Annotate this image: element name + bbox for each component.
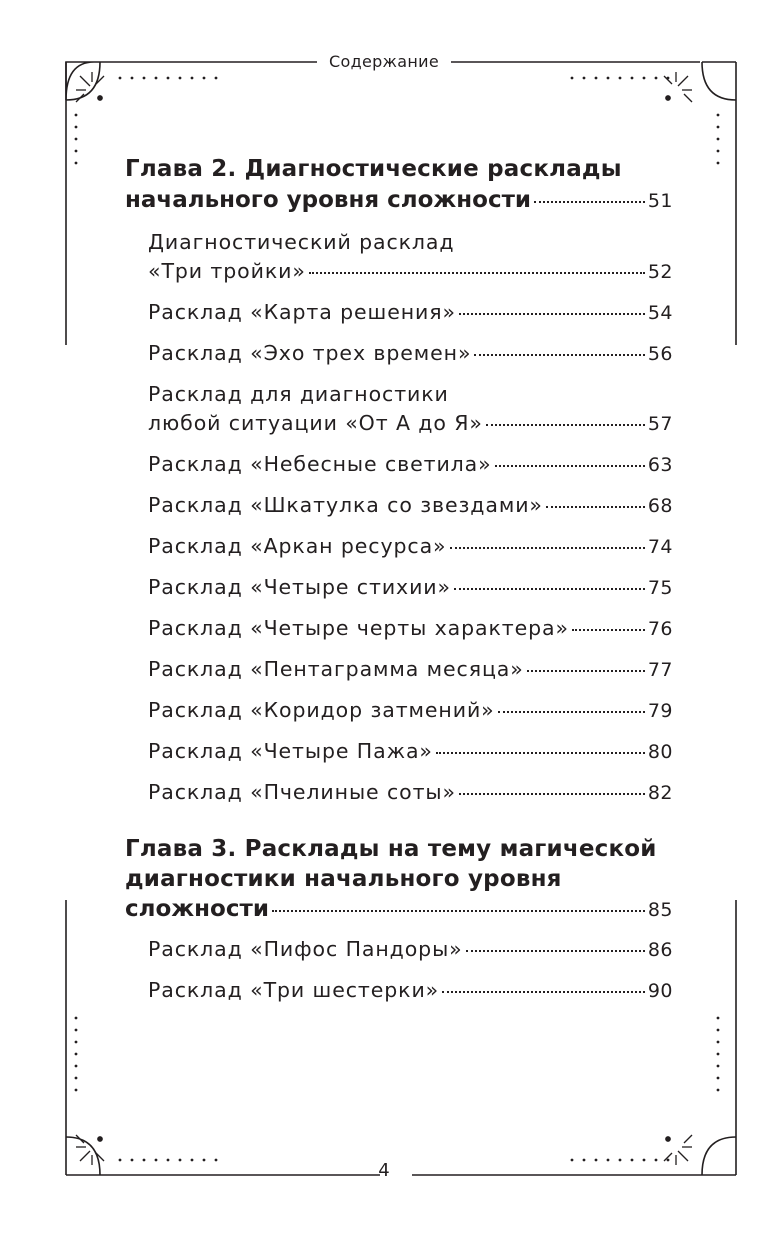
page-number: 63 [647, 454, 673, 476]
dot-row-top-right [571, 77, 670, 80]
dot-leader [486, 424, 645, 426]
dot-leader [454, 588, 645, 590]
entry-title: Расклад «Карта решения» [148, 300, 456, 324]
chapter-title-line: Глава 2. Диагностические расклады [125, 156, 622, 182]
sunburst-icon-top-right [664, 72, 692, 102]
entry-title: Расклад «Аркан ресурса» [148, 534, 447, 558]
entry-title: Расклад «Пчелиные соты» [148, 780, 456, 804]
toc-entry[interactable] [148, 780, 673, 804]
dot-col-right-bottom [717, 1017, 720, 1092]
dot-leader [459, 313, 645, 315]
sunburst-icon-top-left [76, 72, 104, 102]
page-number: 51 [647, 190, 673, 212]
page-number: 57 [647, 413, 673, 435]
entry-title: любой ситуации «От А до Я» [148, 411, 483, 435]
entry-title: Расклад «Пифос Пандоры» [148, 937, 463, 961]
page-number: 54 [647, 302, 673, 324]
toc-entry[interactable] [148, 575, 673, 599]
toc-entry[interactable] [148, 616, 673, 640]
page-number: 80 [647, 741, 673, 763]
dot-leader [534, 201, 645, 203]
entry-title: Расклад «Пентаграмма месяца» [148, 657, 524, 681]
dot-leader [527, 670, 645, 672]
toc-entry[interactable] [148, 534, 673, 558]
toc-entry[interactable] [148, 698, 673, 722]
chapter-title-line: диагностики начального уровня [125, 866, 562, 892]
page-number: 74 [647, 536, 673, 558]
page-number: 76 [647, 618, 673, 640]
chapter-title-line: начального уровня сложности [125, 187, 532, 213]
entry-title: Расклад «Эхо трех времен» [148, 341, 472, 365]
dot-leader [450, 547, 645, 549]
dot-leader [436, 752, 645, 754]
entry-text-line: Диагностический расклад [148, 230, 455, 254]
toc-entry[interactable] [148, 978, 673, 1002]
page-number: 68 [647, 495, 673, 517]
page-footer [0, 1160, 768, 1181]
page-number: 52 [647, 261, 673, 283]
dot-leader [309, 272, 645, 274]
page-number: 77 [647, 659, 673, 681]
dot-leader [442, 991, 645, 993]
page-number-label: 4 [378, 1160, 390, 1181]
dot-col-left-top [75, 114, 78, 165]
page-number: 79 [647, 700, 673, 722]
dot-leader [495, 465, 645, 467]
dot-col-right-top [717, 114, 720, 165]
entry-text-line: Расклад для диагностики [148, 382, 449, 406]
entry-title: Расклад «Шкатулка со звездами» [148, 493, 543, 517]
entry-title: Расклад «Коридор затмений» [148, 698, 495, 722]
dot-leader [546, 506, 645, 508]
toc-entry[interactable] [148, 937, 673, 961]
entry-title: Расклад «Небесные светила» [148, 452, 492, 476]
running-header [0, 52, 768, 71]
entry-title: Расклад «Три шестерки» [148, 978, 440, 1002]
page-number: 82 [647, 782, 673, 804]
toc-entry[interactable] [148, 259, 673, 283]
page-number: 75 [647, 577, 673, 599]
chapter-title-line: сложности [125, 896, 269, 922]
entry-title: «Три тройки» [148, 259, 306, 283]
chapter-row[interactable] [125, 896, 673, 922]
running-header-title: Содержание [317, 52, 451, 71]
dot-leader [459, 793, 645, 795]
toc-entry[interactable] [148, 300, 673, 324]
toc-entry[interactable] [148, 411, 673, 435]
dot-row-top-left [119, 77, 218, 80]
toc-entry[interactable] [148, 657, 673, 681]
dot-leader [572, 629, 645, 631]
page-number: 90 [647, 980, 673, 1002]
toc-entry[interactable] [148, 452, 673, 476]
dot-col-left-bottom [75, 1017, 78, 1092]
toc-entry[interactable] [148, 341, 673, 365]
page-number: 56 [647, 343, 673, 365]
entry-title: Расклад «Четыре черты характера» [148, 616, 569, 640]
dot-leader [474, 354, 644, 356]
dot-leader [466, 950, 645, 952]
page-number: 85 [647, 899, 673, 921]
entry-title: Расклад «Четыре Пажа» [148, 739, 433, 763]
chapter-row[interactable] [125, 187, 673, 213]
dot-leader [498, 711, 645, 713]
dot-leader [272, 910, 645, 912]
toc-entry[interactable] [148, 739, 673, 763]
entry-title: Расклад «Четыре стихии» [148, 575, 451, 599]
chapter-title-line: Глава 3. Расклады на тему магической [125, 836, 657, 862]
page-number: 86 [647, 939, 673, 961]
toc-entry[interactable] [148, 493, 673, 517]
